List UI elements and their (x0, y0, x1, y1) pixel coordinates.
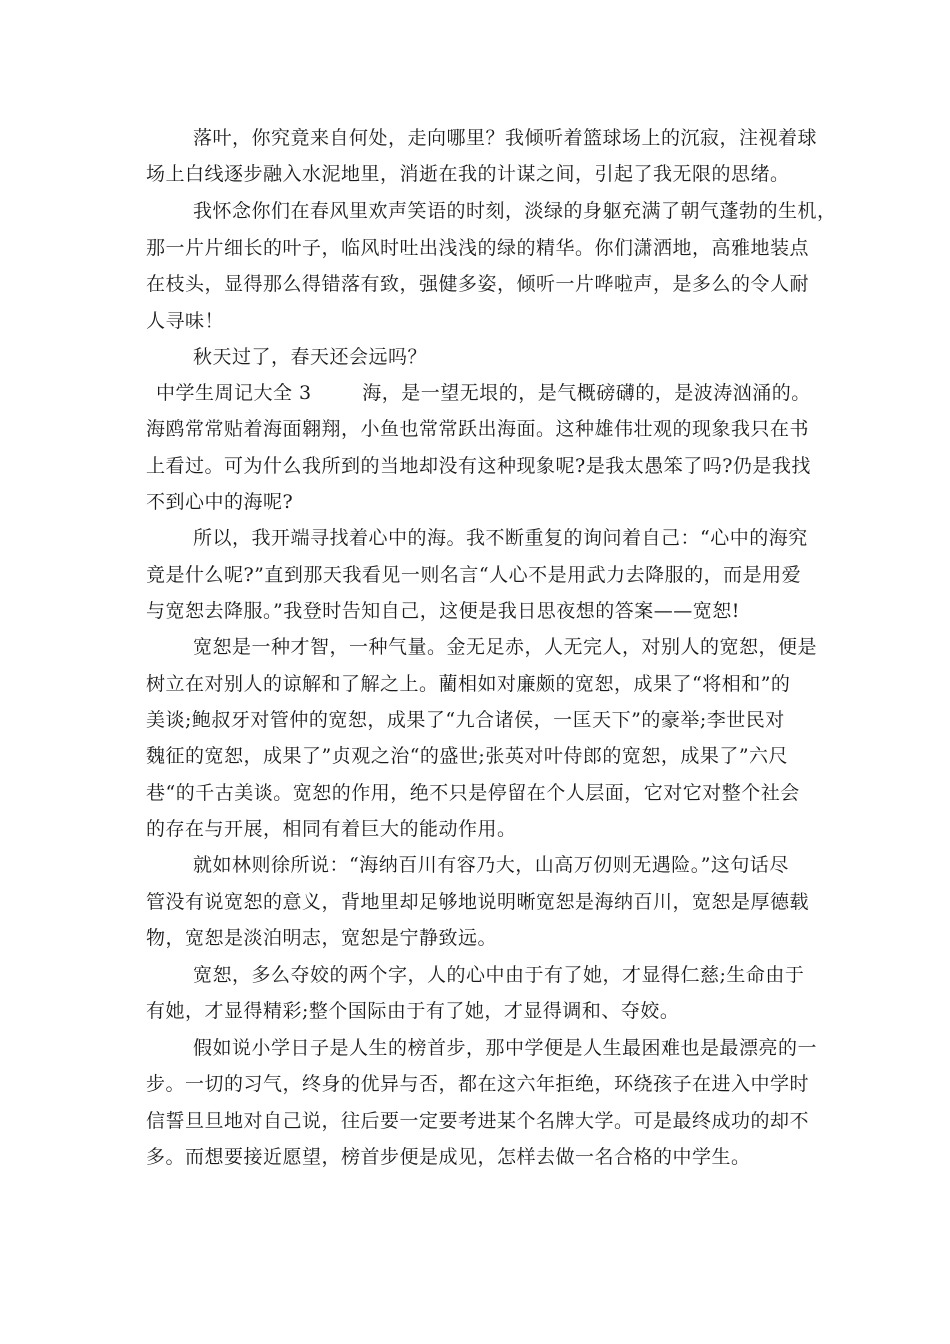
paragraph-line: 那一片片细长的叶子，临风时吐出浅浅的绿的精华。你们潇洒地，高雅地装点 (146, 237, 810, 259)
paragraph-line: 有她，才显得精彩;整个国际由于有了她，才显得调和、夺姣。 (146, 1000, 680, 1022)
paragraph-line: 与宽恕去降服。”我登时告知自己，这便是我日思夜想的答案——宽恕! (146, 600, 740, 622)
section-heading-line (156, 381, 811, 405)
paragraph-line: 巷“的千古美谈。宽恕的作用，绝不只是停留在个人层面，它对它对整个社会 (146, 782, 800, 804)
paragraph-line: 美谈;鲍叔牙对管仲的宽恕，成果了“九合诸侯，一匡天下”的豪举;李世民对 (146, 709, 785, 731)
paragraph-line: 场上白线逐步融入水泥地里，消逝在我的计谋之间，引起了我无限的思绪。 (146, 163, 790, 185)
paragraph-line: 我怀念你们在春风里欢声笑语的时刻，淡绿的身躯充满了朝气蓬勃的生机， (193, 200, 837, 222)
paragraph-line: 多。而想要接近愿望，榜首步便是成见，怎样去做一名合格的中学生。 (146, 1146, 751, 1168)
paragraph-line: 宽恕是一种才智，一种气量。金无足赤，人无完人，对别人的宽恕，便是 (193, 636, 818, 658)
paragraph-line: 假如说小学日子是人生的榜首步，那中学便是人生最困难也是最漂亮的一 (193, 1037, 818, 1059)
paragraph-line: 不到心中的海呢? (146, 491, 294, 513)
paragraph-line: 落叶，你究竟来自何处，走向哪里？我倾听着篮球场上的沉寂，注视着球 (193, 127, 818, 149)
paragraph-line: 上看过。可为什么我所到的当地却没有这种现象呢?是我太愚笨了吗?仍是我找 (146, 455, 811, 477)
paragraph-line: 所以，我开端寻找着心中的海。我不断重复的询问着自己：“心中的海究 (193, 527, 808, 549)
paragraph-line: 就如林则徐所说：“海纳百川有容乃大，山高万仞则无遇险。”这句话尽 (193, 854, 789, 876)
paragraph-line: 物，宽恕是淡泊明志，宽恕是宁静致远。 (146, 927, 498, 949)
section-title: 中学生周记大全 3 (156, 382, 312, 404)
paragraph-text: 海，是一望无垠的，是气概磅礴的，是波涛汹涌的。 (362, 382, 811, 404)
paragraph-line: 信誓旦旦地对自己说，往后要一定要考进某个名牌大学。可是最终成功的却不 (146, 1110, 810, 1132)
paragraph-line: 秋天过了，春天还会远吗？ (193, 346, 428, 368)
paragraph-line: 步。一切的习气，终身的优异与否，都在这六年拒绝，环绕孩子在进入中学时 (146, 1073, 810, 1095)
paragraph-line: 海鸥常常贴着海面翱翔，小鱼也常常跃出海面。这种雄伟壮观的现象我只在书 (146, 418, 810, 440)
paragraph-line: 宽恕，多么夺姣的两个字，人的心中由于有了她，才显得仁慈;生命由于 (193, 964, 805, 986)
paragraph-line: 人寻味！ (146, 310, 225, 332)
paragraph-line: 魏征的宽恕，成果了”贞观之治“的盛世;张英对叶侍郎的宽恕，成果了”六尺 (146, 745, 789, 767)
paragraph-line: 竟是什么呢?”直到那天我看见一则名言“人心不是用武力去降服的，而是用爱 (146, 564, 802, 586)
paragraph-line: 在枝头，显得那么得错落有致，强健多姿，倾听一片哗啦声，是多么的令人耐 (146, 273, 810, 295)
paragraph-line: 的存在与开展，相同有着巨大的能动作用。 (146, 818, 517, 840)
paragraph-line: 管没有说宽恕的意义，背地里却足够地说明晰宽恕是海纳百川，宽恕是厚德载 (146, 891, 810, 913)
paragraph-line: 树立在对别人的谅解和了解之上。藺相如对廉颇的宽恕，成果了“将相和”的 (146, 673, 791, 695)
